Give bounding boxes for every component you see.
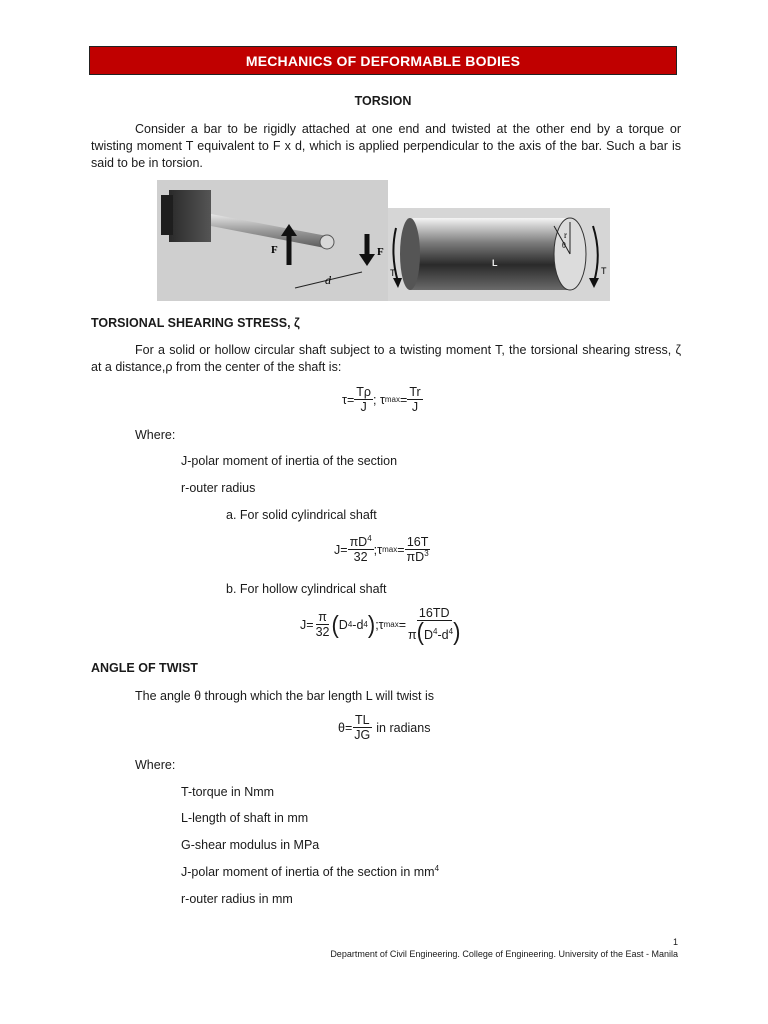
denominator: J <box>360 400 367 414</box>
angle-of-twist-intro: The angle θ through which the bar length L will twist is <box>135 689 435 703</box>
pi: π <box>408 628 417 642</box>
torque-label-left: T <box>390 268 396 278</box>
denominator: J <box>411 400 419 414</box>
fraction-16td-over-pi-d4-d4 <box>406 606 462 646</box>
numerator <box>348 535 374 550</box>
tau-symbol: τ= <box>342 392 355 407</box>
wall-support <box>169 190 211 242</box>
j-equals: J= <box>300 617 314 632</box>
fraction-tr-over-j <box>407 385 422 414</box>
document-title: MECHANICS OF DEFORMABLE BODIES <box>245 52 521 69</box>
denominator <box>406 617 462 646</box>
angle-of-twist-formula <box>338 713 430 742</box>
twisted-cylinder-figure <box>388 208 610 301</box>
where-item-j: J-polar moment of inertia of the section <box>181 454 398 468</box>
minus-d-inner: -d <box>437 628 449 642</box>
where-item-torque: T-torque in Nmm <box>181 785 275 799</box>
numerator: 16TD <box>418 606 450 620</box>
paren-close: ) <box>367 609 376 639</box>
hollow-shaft-formula: J= $\frac{\pi}{32}$ ( D 4 -d 4 ) ;τ max = $\frac{16TD}{\pi(D^4-d^4)}$ <box>300 606 461 646</box>
torque-label-right: T <box>601 266 607 276</box>
exponent: 4 <box>434 863 440 873</box>
torsion-heading: TORSION <box>354 94 412 108</box>
equals: = <box>397 542 405 557</box>
fraction-16t-over-pi-d3 <box>405 535 431 564</box>
where-item-radius: r-outer radius in mm <box>181 892 293 906</box>
shear-stress-formula: τ= $\frac{T\rho}{J}$ ; τ max = $\frac{Tr}{J}$ <box>342 385 421 414</box>
j-equals: J= <box>334 542 348 557</box>
bar-end <box>320 235 334 249</box>
units-label: in radians <box>376 720 431 735</box>
exponent: 4 <box>367 533 372 543</box>
where-item-r: r-outer radius <box>181 481 256 495</box>
numerator: Tρ <box>356 385 371 399</box>
torsion-intro-paragraph: Consider a bar to be rigidly attached at one end and twisted at the other end by a torque or twisting moment T equivalent to F x d, which is applied perpendicular to the axis of the bar. Such a bar is said to be in torsion. <box>91 122 681 170</box>
fraction-pi-over-32 <box>314 610 332 639</box>
separator: ;τ <box>375 617 384 632</box>
d-outer: D <box>338 617 348 632</box>
cylinder-body <box>410 218 570 290</box>
d-outer: D <box>424 628 434 642</box>
fraction-pi-d4-over-32 <box>348 535 374 564</box>
paren-open: ( <box>331 609 339 639</box>
denominator: JG <box>354 728 371 742</box>
page-number: 1 <box>672 937 678 947</box>
force-label-left: F <box>271 244 278 256</box>
hollow-shaft-label: b. For hollow cylindrical shaft <box>226 582 387 596</box>
equals: = <box>398 617 407 632</box>
shearing-stress-intro: For a solid or hollow circular shaft subject to a twisting moment T, the torsional shearing stress, ζ at a distance,ρ from the center of the shaft is: <box>91 343 681 374</box>
numerator: Tr <box>409 385 421 399</box>
fraction-t-rho-over-j <box>354 385 373 414</box>
angle-of-twist-heading: ANGLE OF TWIST <box>91 661 198 675</box>
exponent: 4 <box>448 626 454 636</box>
denominator: 32 <box>353 550 368 564</box>
force-label-right: F <box>377 246 384 258</box>
distance-label: d <box>325 273 331 287</box>
wall-face <box>161 195 173 235</box>
theta-label: θ <box>562 241 566 250</box>
paren-open: ( <box>416 617 424 646</box>
numerator-text: πD <box>349 535 368 549</box>
exponent: 3 <box>424 548 429 558</box>
cantilever-bar-figure <box>157 180 388 301</box>
numerator: π <box>318 610 327 624</box>
solid-shaft-formula: J= $\frac{\pi D^4}{32}$ ;τ max = $\frac{16T}{\pi D^3}$ <box>334 533 429 564</box>
where-label: Where: <box>135 758 176 772</box>
where-item-polar-moment <box>181 865 439 879</box>
length-label: L <box>492 258 498 268</box>
minus-d-inner: -d <box>352 617 364 632</box>
theta-equals: θ= <box>338 720 353 735</box>
cylinder-left-end <box>400 218 420 290</box>
separator: ;τ <box>373 542 383 557</box>
exponent: 4 <box>433 626 438 636</box>
denominator <box>405 550 431 564</box>
polar-moment-text: J-polar moment of inertia of the section in mm <box>181 865 435 879</box>
solid-shaft-label: a. For solid cylindrical shaft <box>226 508 377 522</box>
paren-close: ) <box>453 617 461 646</box>
numerator: 16T <box>406 535 429 549</box>
equals: = <box>400 392 408 407</box>
radius-label: r <box>564 230 567 240</box>
separator: ; τ <box>373 392 385 407</box>
footer-department: Department of Civil Engineering. College of Engineering. University of the East - Manila <box>330 949 678 959</box>
fraction-tl-over-jg <box>352 713 372 742</box>
denominator: 32 <box>315 625 330 639</box>
where-label: Where: <box>135 428 176 442</box>
denominator-text: πD <box>406 550 425 564</box>
numerator: TL <box>354 713 370 727</box>
where-item-length: L-length of shaft in mm <box>181 811 309 825</box>
title-banner <box>89 46 677 75</box>
shearing-stress-heading: TORSIONAL SHEARING STRESS, ζ <box>91 316 300 330</box>
where-item-shear-modulus: G-shear modulus in MPa <box>181 838 320 852</box>
